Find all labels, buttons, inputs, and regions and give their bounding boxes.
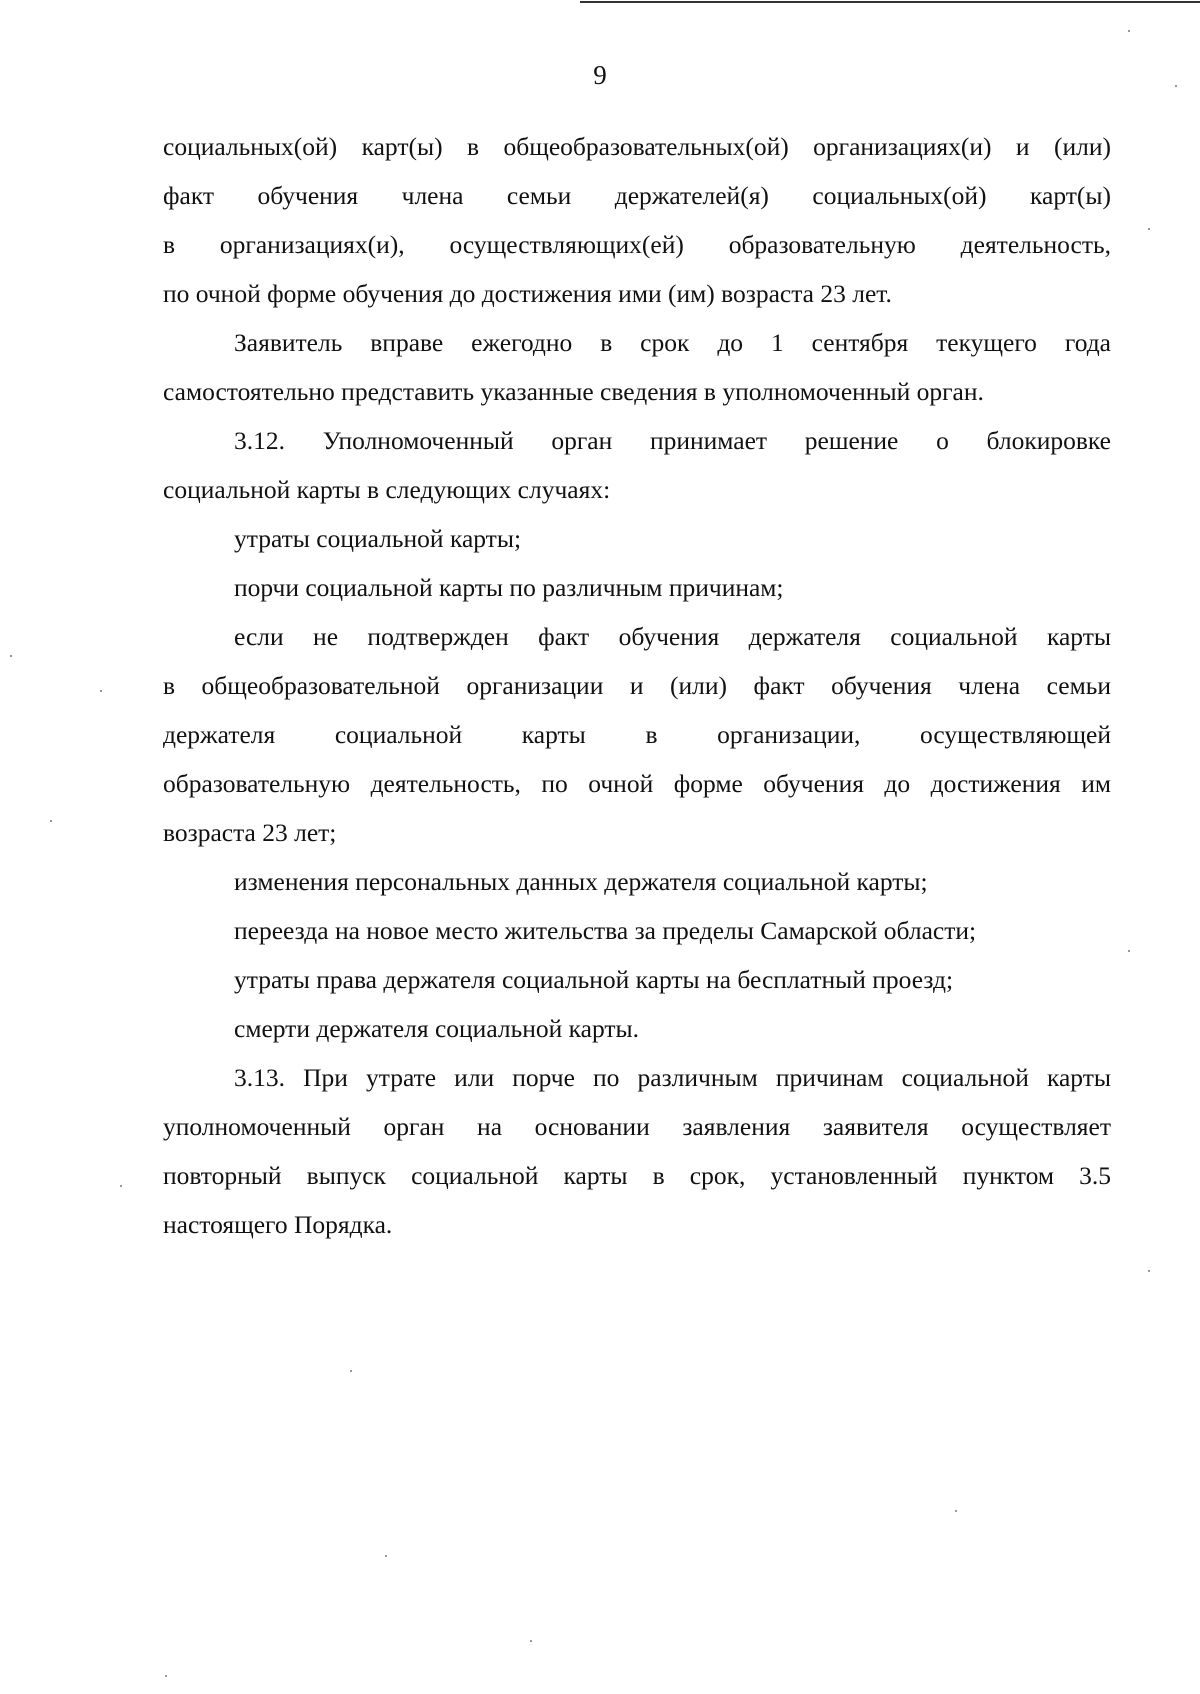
text-line: факт обучения члена семьи держателей(я) социальных(ой) карт(ы) xyxy=(163,181,1111,210)
text-line: 3.13. При утрате или порче по различным причинам социальной карты xyxy=(234,1063,1111,1092)
scan-speck xyxy=(1175,85,1177,87)
scan-speck xyxy=(1128,950,1130,952)
scan-speck xyxy=(1128,30,1130,32)
scan-speck xyxy=(100,690,102,692)
text-line: Заявитель вправе ежегодно в срок до 1 сентября текущего года xyxy=(234,328,1111,357)
text-line: возраста 23 лет; xyxy=(163,818,337,847)
scan-speck xyxy=(120,1185,122,1187)
list-item-loss-of-right xyxy=(163,955,1111,1004)
text-line: социальной карты в следующих случаях: xyxy=(163,475,611,504)
paragraph-3-12 xyxy=(163,416,1111,514)
scan-speck xyxy=(350,1370,352,1372)
paragraph-applicant-right xyxy=(163,318,1111,416)
scan-speck xyxy=(955,1510,957,1512)
page-number: 9 xyxy=(593,60,607,90)
text-line: утраты социальной карты; xyxy=(234,524,522,553)
text-line: социальных(ой) карт(ы) в общеобразовательных(ой) организациях(и) и (или) xyxy=(163,132,1111,161)
list-item-study-not-confirmed xyxy=(163,612,1111,857)
scan-speck xyxy=(165,1675,167,1677)
text-line: самостоятельно представить указанные сведения в уполномоченный орган. xyxy=(163,377,984,406)
scan-speck xyxy=(385,1555,387,1557)
body-text xyxy=(163,122,1111,1249)
text-line: уполномоченный орган на основании заявления заявителя осуществляет xyxy=(163,1112,1111,1141)
text-line: в организациях(и), осуществляющих(ей) образовательную деятельность, xyxy=(163,230,1111,259)
scan-speck xyxy=(1148,1270,1150,1272)
text-line: образовательную деятельность, по очной форме обучения до достижения им xyxy=(163,769,1111,798)
text-line: в общеобразовательной организации и (или) факт обучения члена семьи xyxy=(163,671,1111,700)
top-edge-rule xyxy=(580,1,1200,3)
text-line: утраты права держателя социальной карты на бесплатный проезд; xyxy=(234,965,954,994)
text-line: повторный выпуск социальной карты в срок, установленный пунктом 3.5 xyxy=(163,1161,1111,1190)
text-line: настоящего Порядка. xyxy=(163,1210,393,1239)
paragraph-continuation xyxy=(163,122,1111,318)
text-line: порчи социальной карты по различным причинам; xyxy=(234,573,784,602)
scan-speck xyxy=(50,820,52,822)
scan-speck xyxy=(1148,228,1150,230)
text-line: 3.12. Уполномоченный орган принимает решение о блокировке xyxy=(234,426,1111,455)
text-line: если не подтвержден факт обучения держателя социальной карты xyxy=(234,622,1111,651)
text-line: переезда на новое место жительства за пределы Самарской области; xyxy=(234,916,977,945)
list-item-loss xyxy=(163,514,1111,563)
list-item-personal-data-change xyxy=(163,857,1111,906)
text-line: по очной форме обучения до достижения ими (им) возраста 23 лет. xyxy=(163,279,892,308)
scan-speck xyxy=(530,1640,532,1642)
text-line: изменения персональных данных держателя социальной карты; xyxy=(234,867,928,896)
list-item-relocation xyxy=(163,906,1111,955)
text-line: смерти держателя социальной карты. xyxy=(234,1014,640,1043)
paragraph-3-13 xyxy=(163,1053,1111,1249)
text-line: держателя социальной карты в организации, осуществляющей xyxy=(163,720,1111,749)
scan-speck xyxy=(10,655,12,657)
list-item-damage xyxy=(163,563,1111,612)
list-item-death xyxy=(163,1004,1111,1053)
